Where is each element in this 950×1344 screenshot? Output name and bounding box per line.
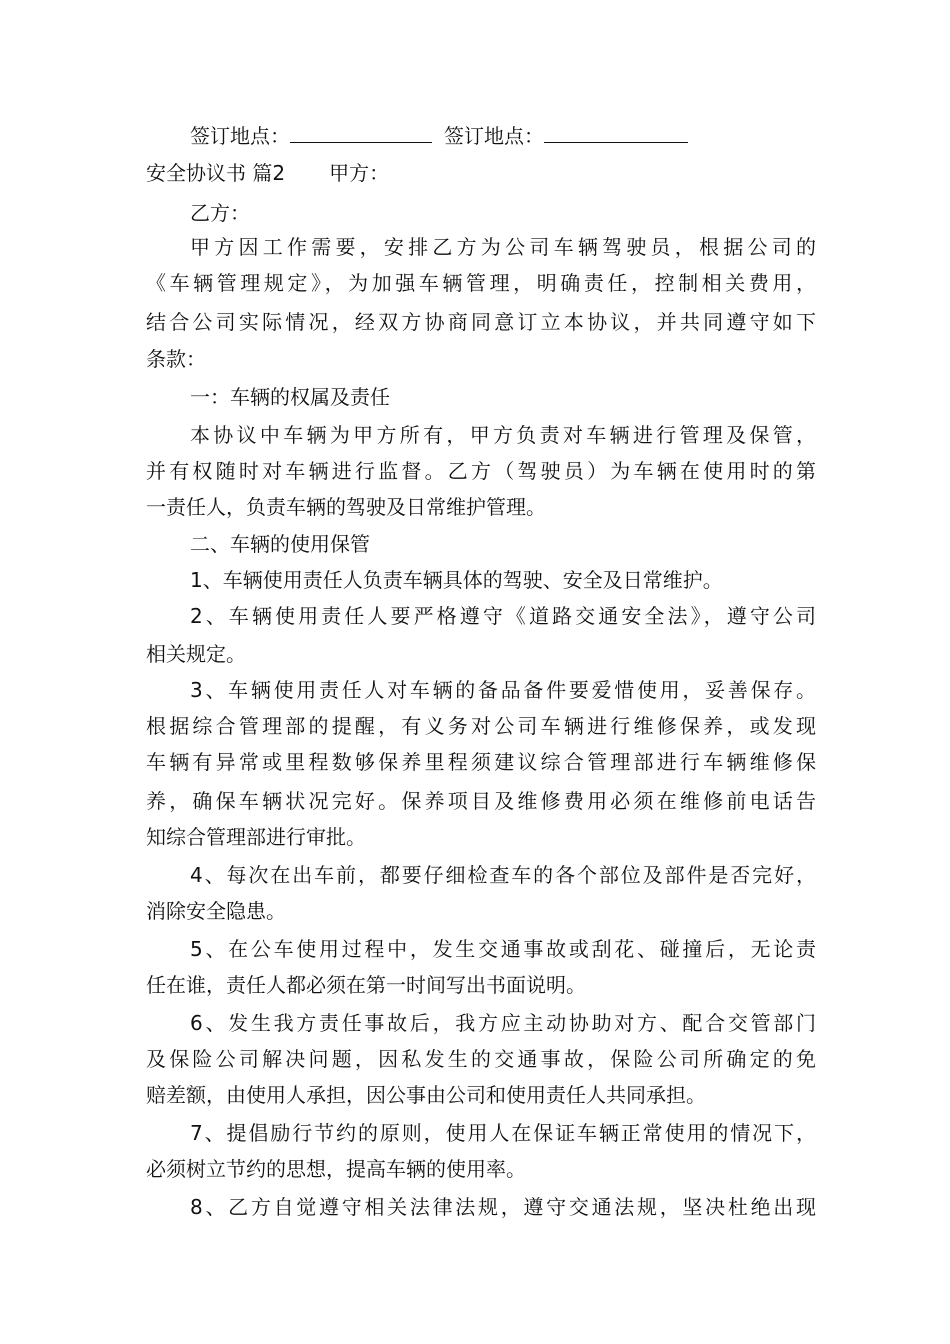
list-item: 5、在公车使用过程中，发生交通事故或刮花、碰撞后，无论责 (190, 937, 816, 961)
paragraph-line: 根据综合管理部的提醒，有义务对公司车辆进行维修保养，或发现 (146, 714, 816, 738)
paragraph-line: 必须树立节约的思想，提高车辆的使用率。 (146, 1157, 526, 1181)
paragraph-line: 赔差额，由使用人承担，因公事由公司和使用责任人共同承担。 (146, 1083, 706, 1107)
list-item: 4、每次在出车前，都要仔细检查车的各个部位及部件是否完好， (190, 863, 816, 887)
paragraph-line: 知综合管理部进行审批。 (146, 825, 366, 849)
paragraph-line: 本协议中车辆为甲方所有，甲方负责对车辆进行管理及保管， (190, 423, 816, 447)
paragraph-line: 甲方因工作需要，安排乙方为公司车辆驾驶员，根据公司的 (190, 235, 816, 259)
paragraph-line: 条款： (146, 347, 206, 371)
section-title-line (146, 156, 816, 190)
list-item: 2、车辆使用责任人要严格遵守《道路交通安全法》，遵守公司 (190, 604, 816, 628)
list-item: 3、车辆使用责任人对车辆的备品备件要爱惜使用，妥善保存。 (190, 678, 816, 702)
section-heading: 一：车辆的权属及责任 (190, 385, 390, 409)
section-title: 安全协议书 篇2 (146, 161, 286, 185)
paragraph-line: 《车辆管理规定》，为加强车辆管理，明确责任，控制相关费用， (146, 271, 816, 295)
list-item: 1、车辆使用责任人负责车辆具体的驾驶、安全及日常维护。 (190, 568, 723, 592)
paragraph-line: 养，确保车辆状况完好。保养项目及维修费用必须在维修前电话告 (146, 789, 816, 813)
list-item: 6、发生我方责任事故后，我方应主动协助对方、配合交管部门 (190, 1011, 816, 1035)
paragraph-line: 并有权随时对车辆进行监督。乙方（驾驶员）为车辆在使用时的第 (146, 459, 816, 483)
party-a-label: 甲方： (329, 161, 390, 185)
list-item: 7、提倡励行节约的原则，使用人在保证车辆正常使用的情况下， (190, 1121, 816, 1145)
signing-place-blank (290, 120, 432, 143)
paragraph-line: 一责任人，负责车辆的驾驶及日常维护管理。 (146, 495, 546, 519)
paragraph-line: 相关规定。 (146, 642, 246, 666)
signing-place-blank (544, 120, 688, 143)
signing-place-line (190, 119, 816, 153)
paragraph-line: 消除安全隐患。 (146, 899, 286, 923)
signing-place-label: 签订地点： (190, 124, 290, 148)
paragraph-line: 任在谁，责任人都必须在第一时间写出书面说明。 (146, 973, 586, 997)
paragraph-line: 及保险公司解决问题，因私发生的交通事故，保险公司所确定的免 (146, 1047, 816, 1071)
signing-place-label: 签订地点： (444, 124, 544, 148)
section-heading: 二、车辆的使用保管 (190, 532, 370, 556)
party-b-label: 乙方： (190, 201, 250, 225)
paragraph-line: 车辆有异常或里程数够保养里程须建议综合管理部进行车辆维修保 (146, 750, 816, 774)
paragraph-line: 结合公司实际情况，经双方协商同意订立本协议，并共同遵守如下 (146, 310, 816, 334)
list-item: 8、乙方自觉遵守相关法律法规，遵守交通法规，坚决杜绝出现 (190, 1195, 816, 1219)
